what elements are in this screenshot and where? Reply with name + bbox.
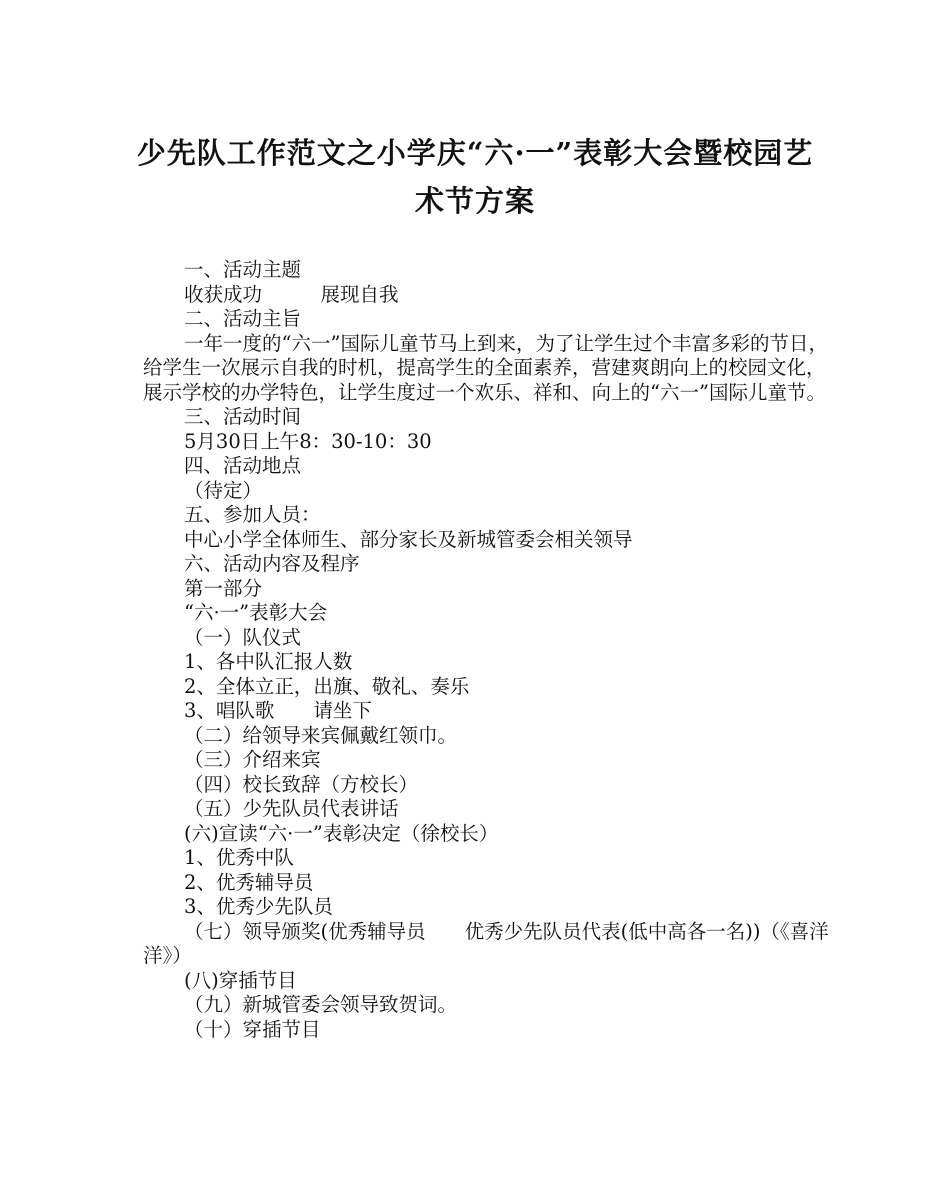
section-heading-theme: 一、活动主题 [184, 258, 302, 281]
theme-text: 收获成功 展现自我 [184, 282, 399, 306]
list-item: （十）穿插节目 [184, 1017, 321, 1041]
list-item: (六)宣读“六·一”表彰决定（徐校长） [184, 821, 499, 845]
purpose-paragraph: 一年一度的“六一”国际儿童节马上到来，为了让学生过个丰富多彩的节日，给学生一次展示自我的时机，提高学生的全面素养，营建爽朗向上的校园文化，展示学校的办学特色，让学生度过一个欢乐、祥和、向上的“六一”国际儿童节。 [143, 331, 828, 404]
section-heading-participants: 五、参加人员： [184, 503, 321, 526]
list-item: （七）领导颁奖(优秀辅导员 优秀少先队员代表(低中高各一名))（《喜洋洋》） [143, 919, 829, 967]
list-item: （一）队仪式 [184, 625, 302, 649]
program-part-one: 第一部分 [184, 576, 263, 600]
program-part-one-title: “六·一”表彰大会 [184, 601, 328, 624]
list-item: (八)穿插节目 [184, 968, 297, 992]
section-heading-program: 六、活动内容及程序 [184, 552, 360, 575]
document-title-line-2: 术节方案 [414, 184, 535, 218]
list-item: 1、各中队汇报人数 [184, 650, 353, 673]
event-time: 5月30日上午8：30-10：30 [184, 429, 432, 453]
section-heading-purpose: 二、活动主旨 [184, 307, 302, 330]
list-item: 1、优秀中队 [184, 846, 294, 869]
list-item: （三）介绍来宾 [184, 748, 321, 771]
list-item: 3、优秀少先队员 [184, 895, 333, 918]
list-item: （九）新城管委会领导致贺词。 [184, 993, 458, 1016]
participants-text: 中心小学全体师生、部分家长及新城管委会相关领导 [184, 527, 633, 551]
list-item: （四）校长致辞（方校长） [184, 772, 419, 796]
event-location: （待定） [184, 478, 263, 502]
list-item: （五）少先队员代表讲话 [184, 797, 399, 820]
list-item: 2、优秀辅导员 [184, 870, 314, 894]
document-body [143, 258, 833, 1042]
list-item: （二）给领导来宾佩戴红领巾。 [184, 723, 458, 747]
list-item: 2、全体立正，出旗、敬礼、奏乐 [184, 674, 470, 698]
section-heading-location: 四、活动地点 [184, 454, 302, 477]
section-heading-time: 三、活动时间 [184, 405, 302, 428]
list-item: 3、唱队歌 请坐下 [184, 699, 372, 722]
document-title-line-1: 少先队工作范文之小学庆“六·一”表彰大会暨校园艺 [136, 136, 814, 170]
